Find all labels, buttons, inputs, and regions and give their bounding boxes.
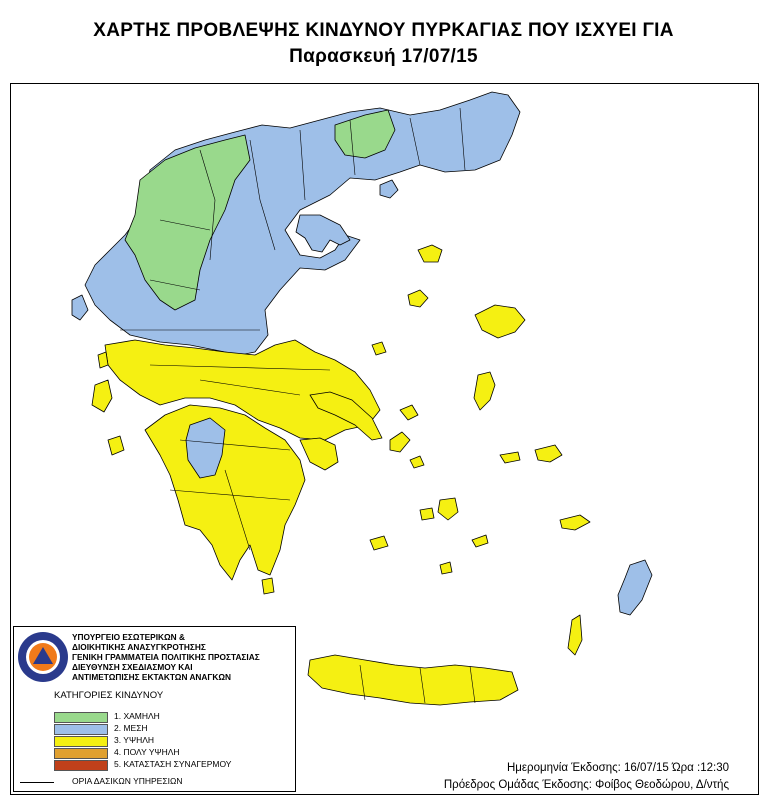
agency-line: ΑΝΤΙΜΕΤΩΠΙΣΗΣ ΕΚΤΑΚΤΩΝ ΑΝΑΓΚΩΝ xyxy=(72,672,232,682)
region-paros xyxy=(420,508,434,520)
swatch xyxy=(54,760,108,771)
legend-label: 4. ΠΟΛΥ ΥΨΗΛΗ xyxy=(114,747,180,757)
region-zakynthos xyxy=(108,436,124,455)
region-kefalonia xyxy=(92,380,112,412)
map-date: Παρασκευή 17/07/15 xyxy=(289,46,478,67)
region-naxos xyxy=(438,498,458,520)
civil-protection-logo-icon xyxy=(17,631,69,683)
region-lesvos xyxy=(475,305,525,338)
agency-line: ΥΠΟΥΡΓΕΙΟ ΕΣΩΤΕΡΙΚΩΝ & xyxy=(72,632,185,642)
categories-title: ΚΑΤΗΓΟΡΙΕΣ ΚΙΝΔΥΝΟΥ xyxy=(54,690,164,701)
swatch xyxy=(54,712,108,723)
region-kythira xyxy=(262,578,274,594)
issue-date-label: Ημερομηνία Έκδοσης: 16/07/15 xyxy=(507,762,669,774)
issue-date xyxy=(507,762,729,774)
region-karpathos xyxy=(568,615,582,655)
agency-line: ΓΕΝΙΚΗ ΓΡΑΜΜΑΤΕΙΑ ΠΟΛΙΤΙΚΗΣ ΠΡΟΣΤΑΣΙΑΣ xyxy=(72,652,260,662)
map-title: ΧΑΡΤΗΣ ΠΡΟΒΛΕΨΗΣ ΚΙΝΔΥΝΟΥ ΠΥΡΚΑΓΙΑΣ ΠΟΥ ΙΣΧΥΕΙ ΓΙΑ xyxy=(93,20,674,41)
agency-text xyxy=(72,632,260,682)
boundary-line-sample xyxy=(20,782,54,783)
issue-chair-label: Πρόεδρος Ομάδας Έκδοσης: Φοίβος Θεοδώρου, Δ/ντής xyxy=(443,779,729,791)
agency-line: ΔΙΟΙΚΗΤΙΚΗΣ ΑΝΑΣΥΓΚΡΟΤΗΣΗΣ xyxy=(72,642,206,652)
legend-label: 1. ΧΑΜΗΛΗ xyxy=(114,711,160,721)
region-limnos xyxy=(408,290,428,307)
region-skiathos xyxy=(372,342,386,355)
region-tinos xyxy=(410,456,424,468)
region-lefkada xyxy=(98,352,108,368)
region-crete xyxy=(308,655,518,705)
region-amorgos xyxy=(472,535,488,547)
boundary-label: ΟΡΙΑ ΔΑΣΙΚΩΝ ΥΠΗΡΕΣΙΩΝ xyxy=(72,776,183,786)
legend-label: 2. ΜΕΣΗ xyxy=(114,723,148,733)
region-chios xyxy=(474,372,495,410)
region-kos xyxy=(560,515,590,530)
swatch xyxy=(54,736,108,747)
agency-line: ΔΙΕΥΘΥΝΣΗ ΣΧΕΔΙΑΣΜΟΥ ΚΑΙ xyxy=(72,662,193,672)
legend-box xyxy=(13,626,296,792)
region-attica xyxy=(300,438,338,470)
region-thasos xyxy=(380,180,398,198)
issue-time-label: Ώρα :12:30 xyxy=(671,762,729,774)
swatch xyxy=(54,724,108,735)
region-corfu xyxy=(72,295,88,320)
issue-chair xyxy=(444,779,729,791)
region-andros xyxy=(390,432,410,452)
region-milos xyxy=(370,536,388,550)
region-samos xyxy=(535,445,562,462)
region-skyros xyxy=(400,405,418,420)
region-samothraki xyxy=(418,245,442,262)
legend-label: 5. ΚΑΤΑΣΤΑΣΗ ΣΥΝΑΓΕΡΜΟΥ xyxy=(114,759,232,769)
region-rhodes xyxy=(618,560,652,615)
legend-label: 3. ΥΨΗΛΗ xyxy=(114,735,155,745)
region-ikaria xyxy=(500,452,520,463)
region-santorini xyxy=(440,562,452,574)
swatch xyxy=(54,748,108,759)
